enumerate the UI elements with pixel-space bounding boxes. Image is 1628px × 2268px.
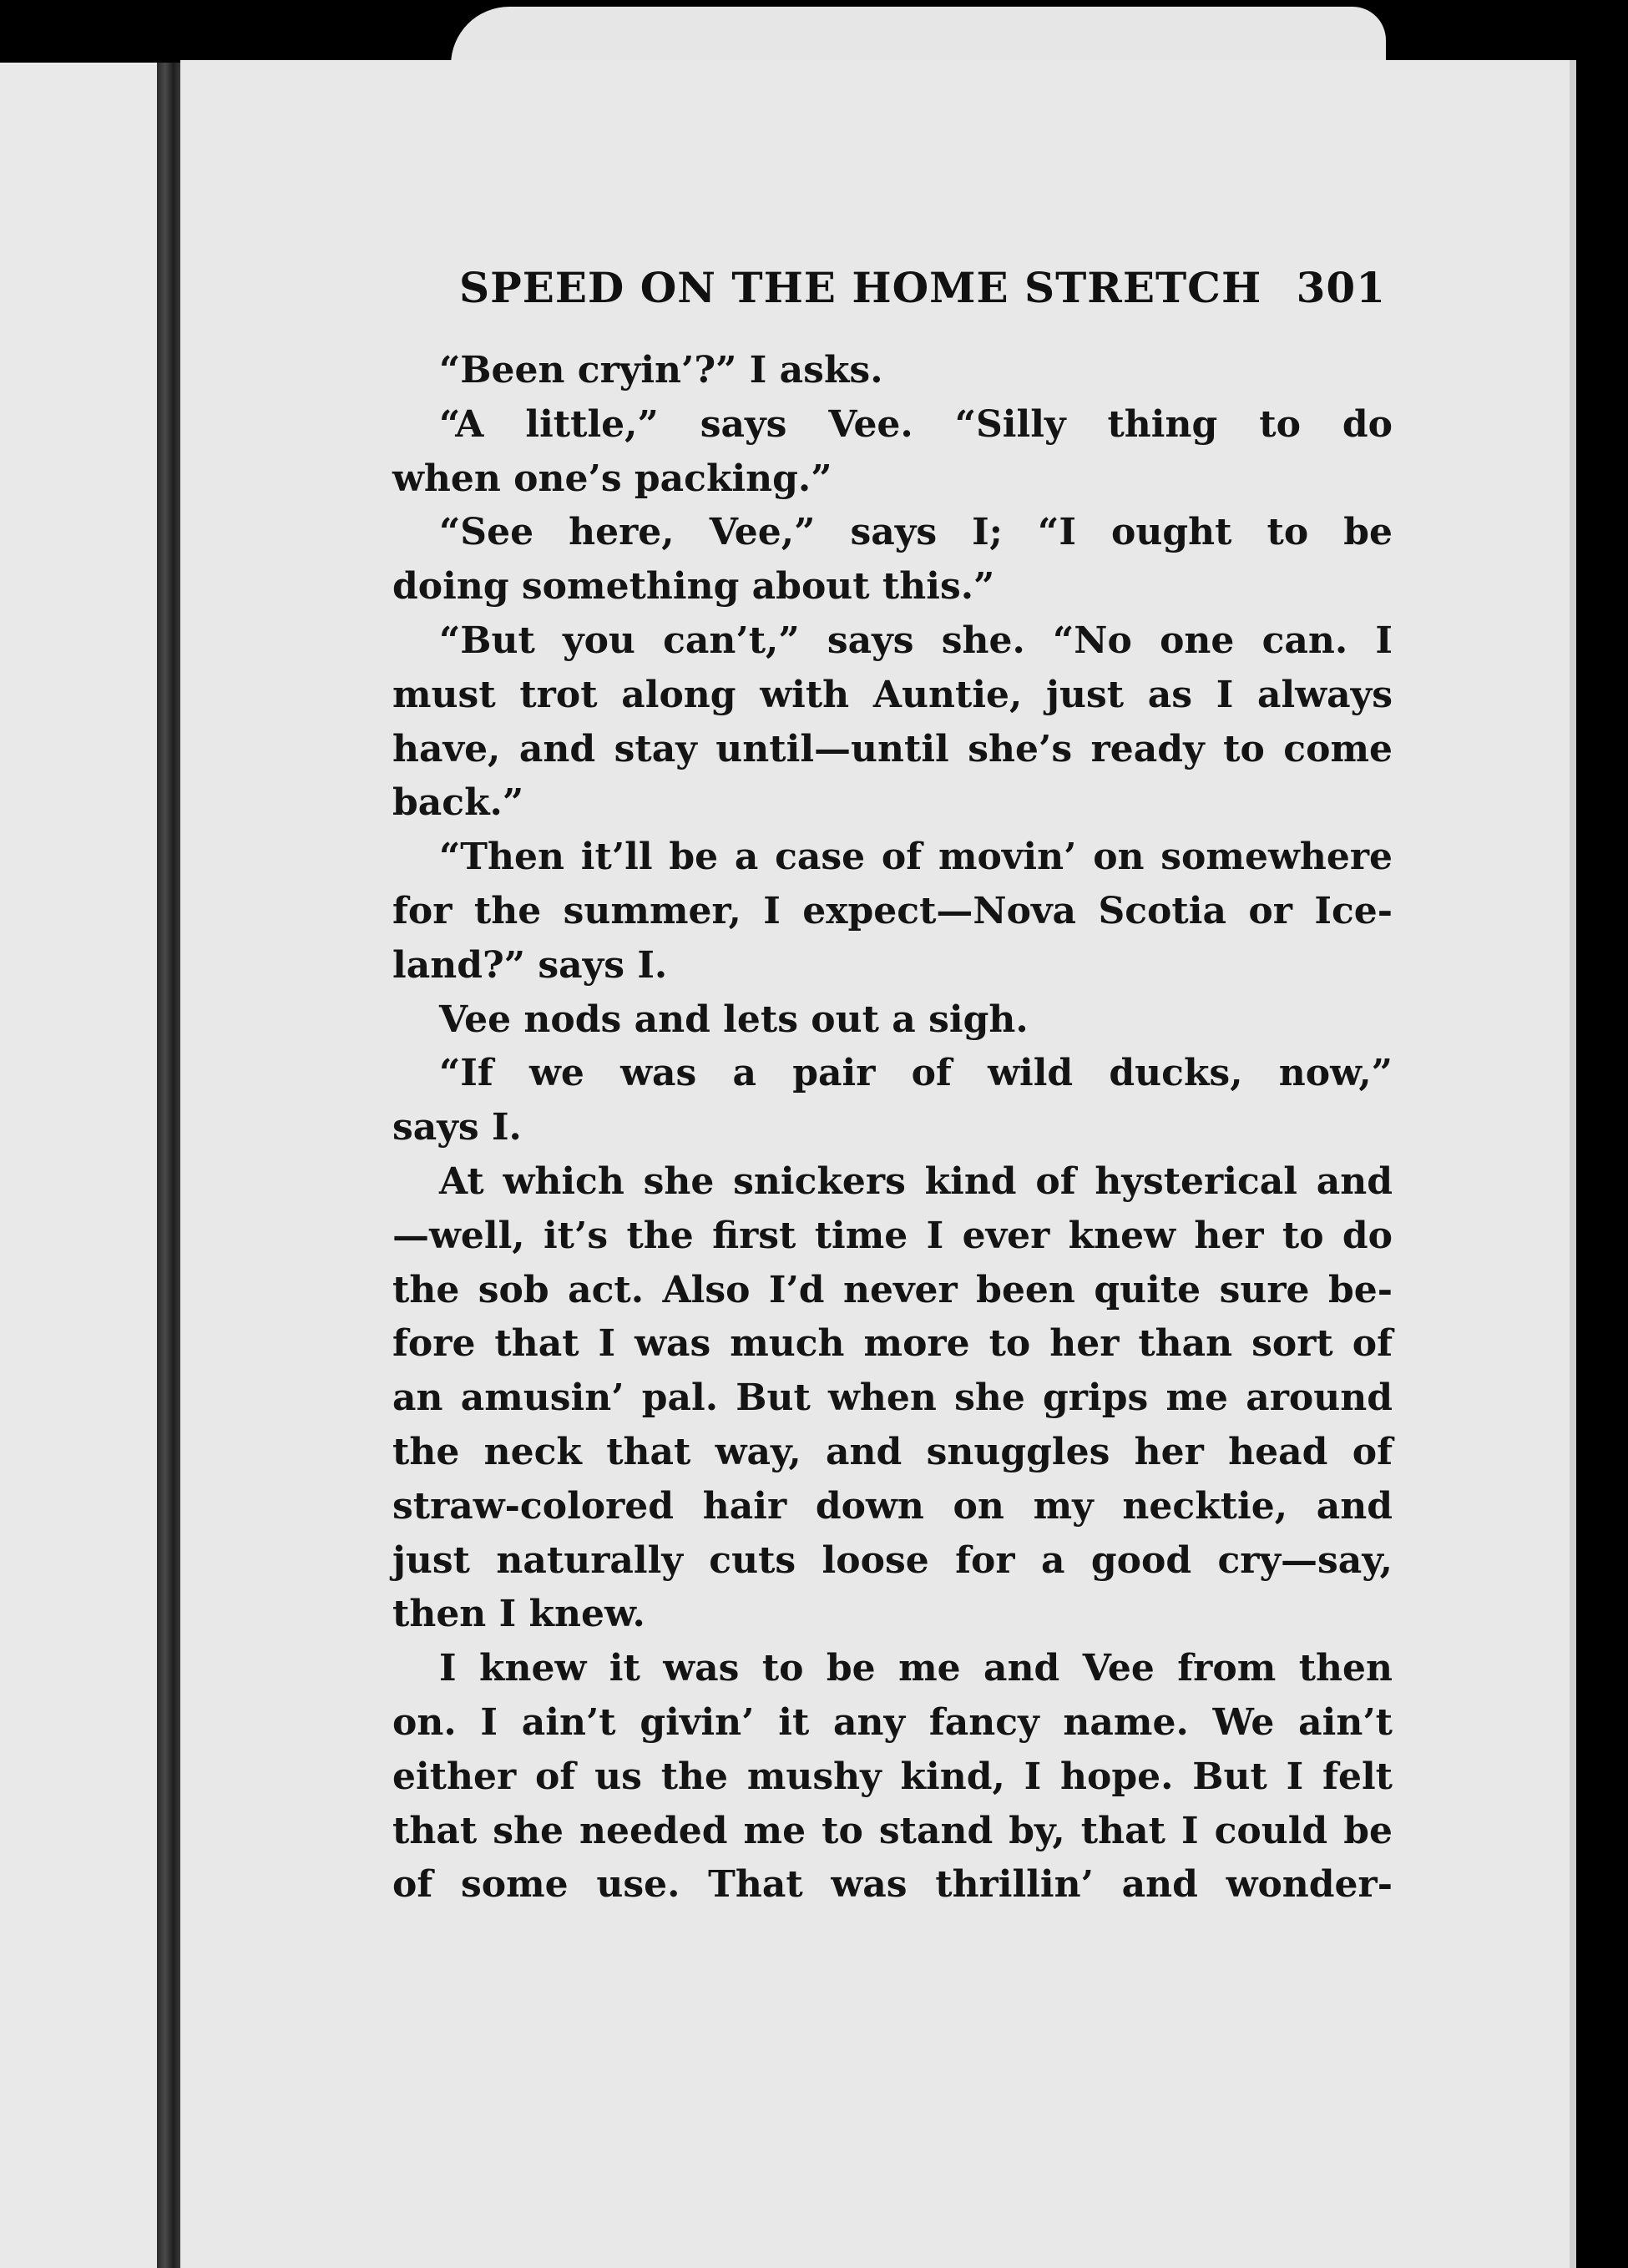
text-line: then I knew. (392, 1593, 645, 1636)
text-line: At which she snickers kind of hysterical and (439, 1159, 1393, 1203)
text-line: of some use. That was thrillin’ and wonder- (392, 1863, 1393, 1907)
text-line: either of us the mushy kind, I hope. But I felt (392, 1755, 1393, 1798)
page-top-tab (451, 7, 1386, 65)
text-line: Vee nods and lets out a sigh. (439, 998, 1029, 1041)
book-gutter (157, 63, 180, 2268)
page-number: 301 (1296, 263, 1386, 312)
text-line: the neck that way, and snuggles her head of (392, 1430, 1393, 1473)
text-line: says I. (392, 1106, 522, 1149)
text-line: back.” (392, 781, 524, 825)
text-line: fore that I was much more to her than sort of (392, 1322, 1393, 1366)
text-line: doing something about this.” (392, 565, 995, 609)
text-line: “But you can’t,” says she. “No one can. I (439, 619, 1393, 662)
text-line: that she needed me to stand by, that I could be (392, 1809, 1393, 1852)
text-line: the sob act. Also I’d never been quite sure be- (392, 1268, 1393, 1311)
text-line: “If we was a pair of wild ducks, now,” (439, 1052, 1393, 1095)
text-line: “A little,” says Vee. “Silly thing to do (439, 402, 1393, 446)
text-line: on. I ain’t givin’ it any fancy name. We ain’t (392, 1700, 1393, 1744)
text-line: an amusin’ pal. But when she grips me around (392, 1376, 1393, 1420)
text-line: “Then it’ll be a case of movin’ on somewhere (439, 836, 1393, 879)
text-line: for the summer, I expect—Nova Scotia or Ice- (392, 889, 1393, 932)
text-line: I knew it was to be me and Vee from then (439, 1647, 1393, 1690)
running-head (276, 263, 1386, 321)
text-line: “Been cryin’?” I asks. (439, 349, 883, 391)
text-line: straw-colored hair down on my necktie, and (392, 1484, 1393, 1528)
text-line: must trot along with Auntie, just as I always (392, 673, 1393, 716)
text-line: have, and stay until—until she’s ready to come (392, 727, 1393, 770)
previous-page-edge (0, 63, 157, 2268)
text-line: just naturally cuts loose for a good cry—say, (392, 1538, 1393, 1582)
text-line: when one’s packing.” (392, 457, 832, 500)
text-line: —well, it’s the first time I ever knew her to do (392, 1214, 1393, 1257)
running-head-title: SPEED ON THE HOME STRETCH (459, 263, 1262, 312)
page-body-text (392, 344, 1393, 1912)
text-line: “See here, Vee,” says I; “I ought to be (439, 511, 1393, 554)
text-line: land?” says I. (392, 943, 668, 987)
